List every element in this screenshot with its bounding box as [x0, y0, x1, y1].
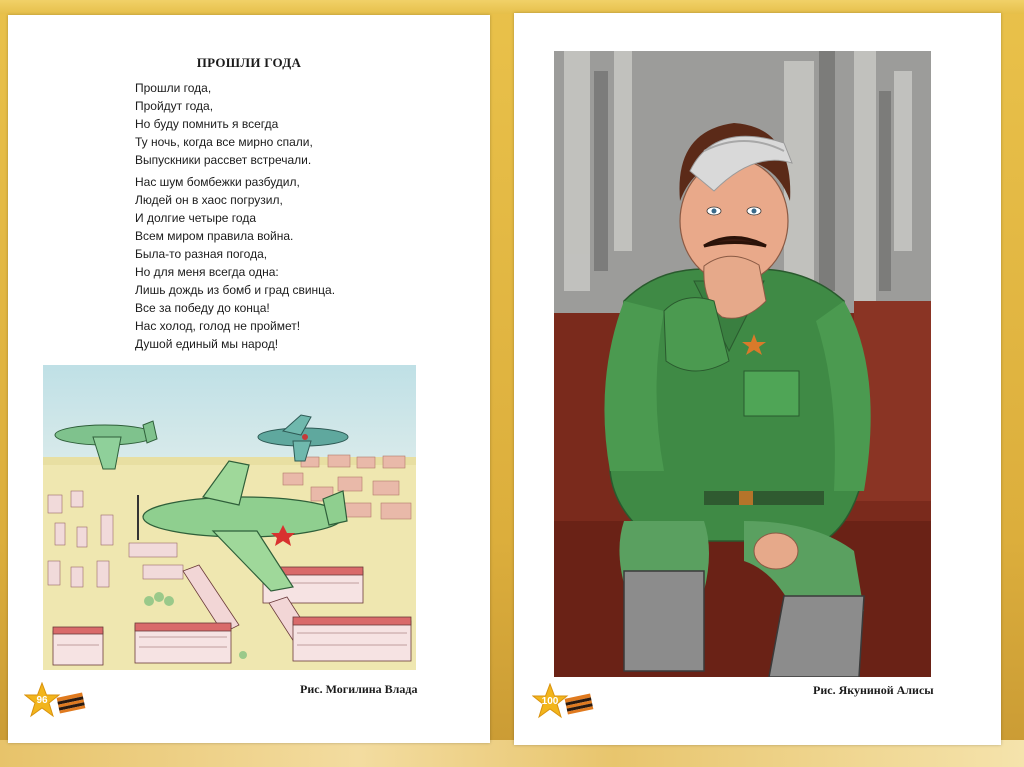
page-number-badge	[24, 682, 86, 720]
poem-line: Была-то разная погода,	[135, 247, 268, 261]
drawing-wounded-soldier	[554, 51, 931, 677]
page-number: 96	[36, 695, 48, 706]
poem-line: И долгие четыре года	[135, 211, 256, 225]
page-number-badge	[532, 683, 594, 721]
poem-line: Душой единый мы народ!	[135, 337, 279, 351]
poem-stanza-2	[135, 173, 335, 353]
poem-line: Людей он в хаос погрузил,	[135, 193, 283, 207]
poem-line: Всем миром правила война.	[135, 229, 294, 243]
drawing-caption: Рис. Могилина Влада	[300, 682, 418, 696]
poem-stanza-1	[135, 79, 313, 169]
poem-line: Выпускники рассвет встречали.	[135, 153, 312, 167]
poem-line: Прошли года,	[135, 81, 212, 95]
poem-line: Но для меня всегда одна:	[135, 265, 279, 279]
poem-line: Пройдут года,	[135, 99, 214, 113]
background-top-strip	[0, 0, 1024, 14]
poem-title: ПРОШЛИ ГОДА	[196, 55, 302, 70]
poem-line: Но буду помнить я всегда	[135, 117, 279, 131]
poem-line: Все за победу до конца!	[135, 301, 270, 315]
page-number: 100	[541, 696, 559, 707]
book-page-left	[8, 15, 490, 743]
poem-line: Лишь дождь из бомб и град свинца.	[135, 283, 336, 297]
book-page-right	[514, 13, 1001, 745]
poem-line: Ту ночь, когда все мирно спали,	[135, 135, 313, 149]
drawing-caption: Рис. Якуниной Алисы	[813, 683, 934, 697]
poem-line: Нас шум бомбежки разбудил,	[135, 175, 300, 189]
drawing-planes-over-town	[43, 365, 416, 670]
poem-line: Нас холод, голод не проймет!	[135, 319, 301, 333]
